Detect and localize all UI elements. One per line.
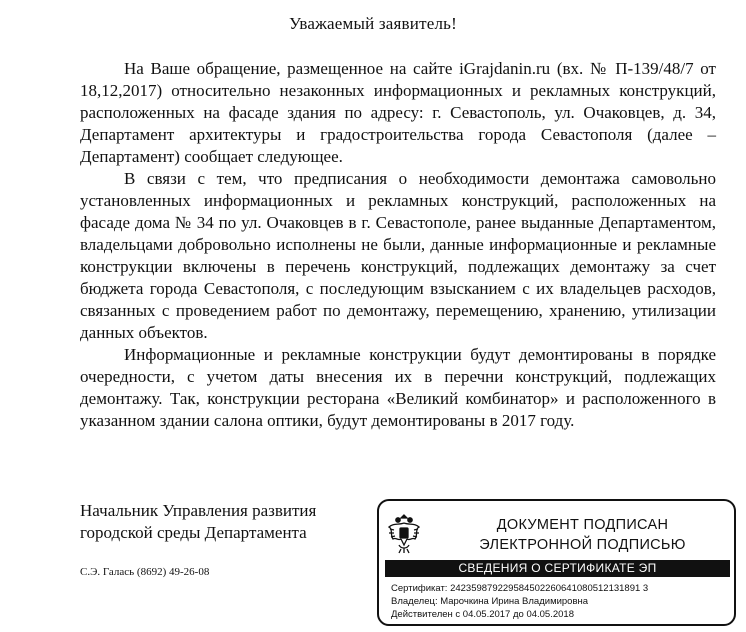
certificate-details	[391, 582, 648, 621]
paragraph-3: Информационные и рекламные конструкции будут демонтированы в порядке очередности, с учетом даты внесения их в перечни конструкций, подлежащих демонтажу. Так, конструкции ресторана «Великий комбинатор» и расположенного в указанном здании салона оптики, будут демонтированы в 2017 году.	[80, 345, 716, 430]
stamp-title	[435, 515, 730, 555]
letter-body	[80, 58, 716, 432]
certificate-number: Сертификат: 242359879229584502260641080512131891 3	[391, 583, 649, 594]
executor-contact: С.Э. Галась (8692) 49-26-08	[80, 566, 210, 578]
paragraph-2: В связи с тем, что предписания о необходимости демонтажа самовольно установленных информационных и рекламных конструкций, расположенных на фасаде дома № 34 по ул. Очаковцев в г. Севастополе, ранее выданные Департаментом, владельцами добровольно исполнены не были, данные информационные и рекламные конструкции включены в перечень конструкций, подлежащих демонтажу за счет бюджета города Севастополя, с последующим взысканием с их владельцев расходов, связанных с проведением работ по демонтажу, перемещению, хранению, утилизации данных объектов.	[80, 169, 716, 342]
russian-coat-of-arms-icon	[387, 511, 421, 555]
paragraph-1: На Ваше обращение, размещенное на сайте iGrajdanin.ru (вх. № П-139/48/7 от 18,12,2017) относительно незаконных информационных и рекламных конструкций, расположенных на фасаде здания по адресу: г. Севастополь, ул. Очаковцев, д. 34, Департамент архитектуры и градостроительства города Севастополя (далее – Департамент) сообщает следующее.	[80, 59, 716, 166]
signer-block	[80, 500, 316, 544]
stamp-title-line-1: ДОКУМЕНТ ПОДПИСАН	[496, 517, 669, 533]
certificate-info-band: СВЕДЕНИЯ О СЕРТИФИКАТЕ ЭП	[385, 560, 730, 577]
e-signature-stamp	[377, 499, 736, 626]
certificate-validity: Действителен с 04.05.2017 до 04.05.2018	[391, 609, 574, 620]
certificate-owner: Владелец: Марочкина Ирина Владимировна	[391, 596, 589, 607]
signer-title-line-1: Начальник Управления развития	[80, 501, 317, 520]
signer-title-line-2: городской среды Департамента	[80, 523, 307, 542]
stamp-title-line-2: ЭЛЕКТРОННОЙ ПОДПИСЬЮ	[479, 537, 686, 553]
greeting: Уважаемый заявитель!	[289, 14, 457, 33]
